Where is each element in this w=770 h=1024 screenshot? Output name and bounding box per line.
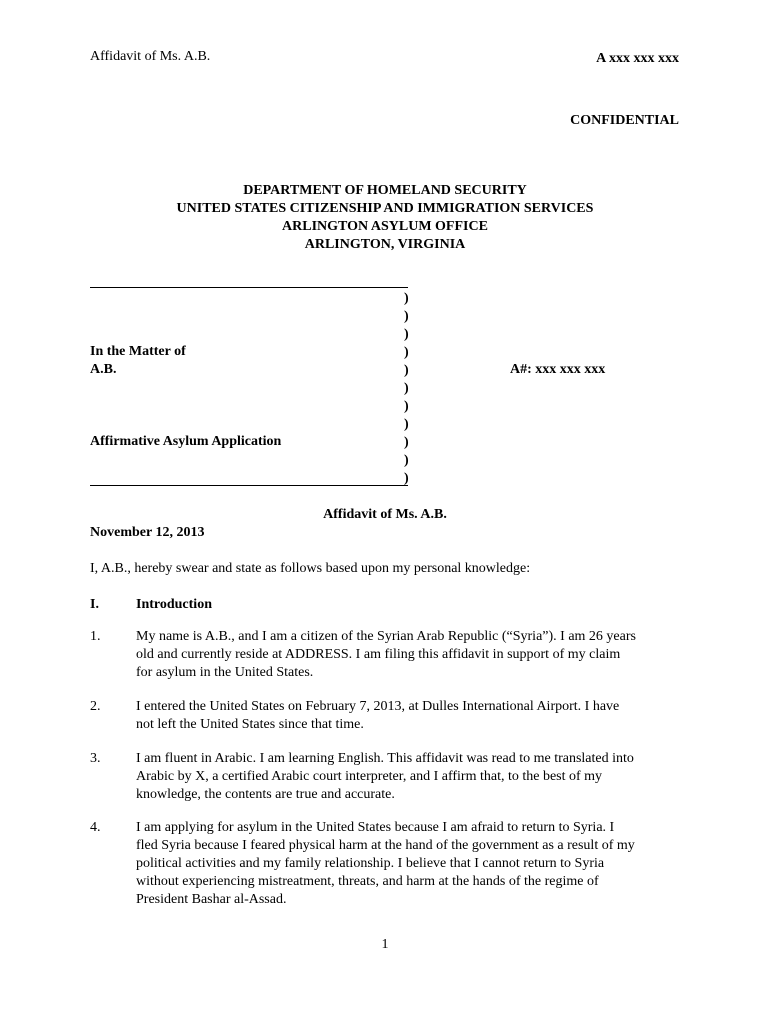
section-title: Introduction	[136, 597, 212, 612]
affidavit-title: Affidavit of Ms. A.B.	[323, 507, 447, 522]
matter-line-2: A.B.	[90, 362, 117, 377]
caption-paren: )	[404, 453, 409, 468]
paragraph-line: President Bashar al-Assad.	[136, 892, 287, 907]
paragraph-line: Arabic by X, a certified Arabic court interpreter, and I affirm that, to the best of my	[136, 769, 603, 784]
paragraph-line: My name is A.B., and I am a citizen of the Syrian Arab Republic (“Syria”). I am 26 years	[136, 629, 636, 644]
running-header-title: Affidavit of Ms. A.B.	[90, 49, 211, 64]
section-number: I.	[90, 597, 99, 612]
agency-line-3: ARLINGTON ASYLUM OFFICE	[282, 219, 488, 234]
application-type: Affirmative Asylum Application	[90, 434, 282, 449]
caption-paren: )	[404, 363, 409, 378]
caption-paren: )	[404, 327, 409, 342]
caption-paren: )	[404, 381, 409, 396]
intro-sentence: I, A.B., hereby swear and state as follows based upon my personal knowledge:	[90, 561, 531, 576]
agency-line-4: ARLINGTON, VIRGINIA	[304, 237, 466, 252]
paragraph-line: I entered the United States on February 7, 2013, at Dulles International Airport. I have	[136, 699, 620, 714]
paragraph-line: not left the United States since that time.	[136, 717, 364, 732]
caption-paren: )	[404, 399, 409, 414]
paragraph-line: without experiencing mistreatment, threats, and harm at the hands of the regime of	[136, 874, 599, 889]
caption-paren: )	[404, 291, 409, 306]
paragraph-line: knowledge, the contents are true and accurate.	[136, 787, 395, 802]
paragraph-number: 1.	[90, 629, 101, 644]
caption-paren: )	[404, 345, 409, 360]
agency-line-1: DEPARTMENT OF HOMELAND SECURITY	[243, 183, 527, 198]
paragraph-line: I am fluent in Arabic. I am learning English. This affidavit was read to me translated into	[136, 751, 634, 766]
paragraph-line: for asylum in the United States.	[136, 665, 314, 680]
caption-paren: )	[404, 309, 409, 324]
caption-paren: )	[404, 417, 409, 432]
matter-line-1: In the Matter of	[90, 344, 186, 359]
paragraph-line: old and currently reside at ADDRESS. I am filing this affidavit in support of my claim	[136, 647, 621, 662]
agency-line-2: UNITED STATES CITIZENSHIP AND IMMIGRATION SERVICES	[176, 201, 594, 216]
running-header-a-number: A xxx xxx xxx	[596, 51, 679, 66]
paragraph-number: 2.	[90, 699, 101, 714]
paragraph-number: 3.	[90, 751, 101, 766]
page-number: 1	[381, 937, 389, 952]
caption-paren: )	[404, 471, 409, 486]
paragraph-line: fled Syria because I feared physical harm at the hand of the government as a result of my	[136, 838, 635, 853]
paragraph-number: 4.	[90, 820, 101, 835]
confidential-label: CONFIDENTIAL	[570, 113, 679, 128]
affidavit-date: November 12, 2013	[90, 525, 205, 540]
caption-a-number: A#: xxx xxx xxx	[510, 362, 606, 377]
caption-bottom-rule	[90, 485, 408, 486]
paragraph-line: I am applying for asylum in the United States because I am afraid to return to Syria. I	[136, 820, 615, 835]
caption-paren: )	[404, 435, 409, 450]
paragraph-line: political activities and my family relationship. I believe that I cannot return to Syria	[136, 856, 605, 871]
caption-top-rule	[90, 287, 408, 288]
